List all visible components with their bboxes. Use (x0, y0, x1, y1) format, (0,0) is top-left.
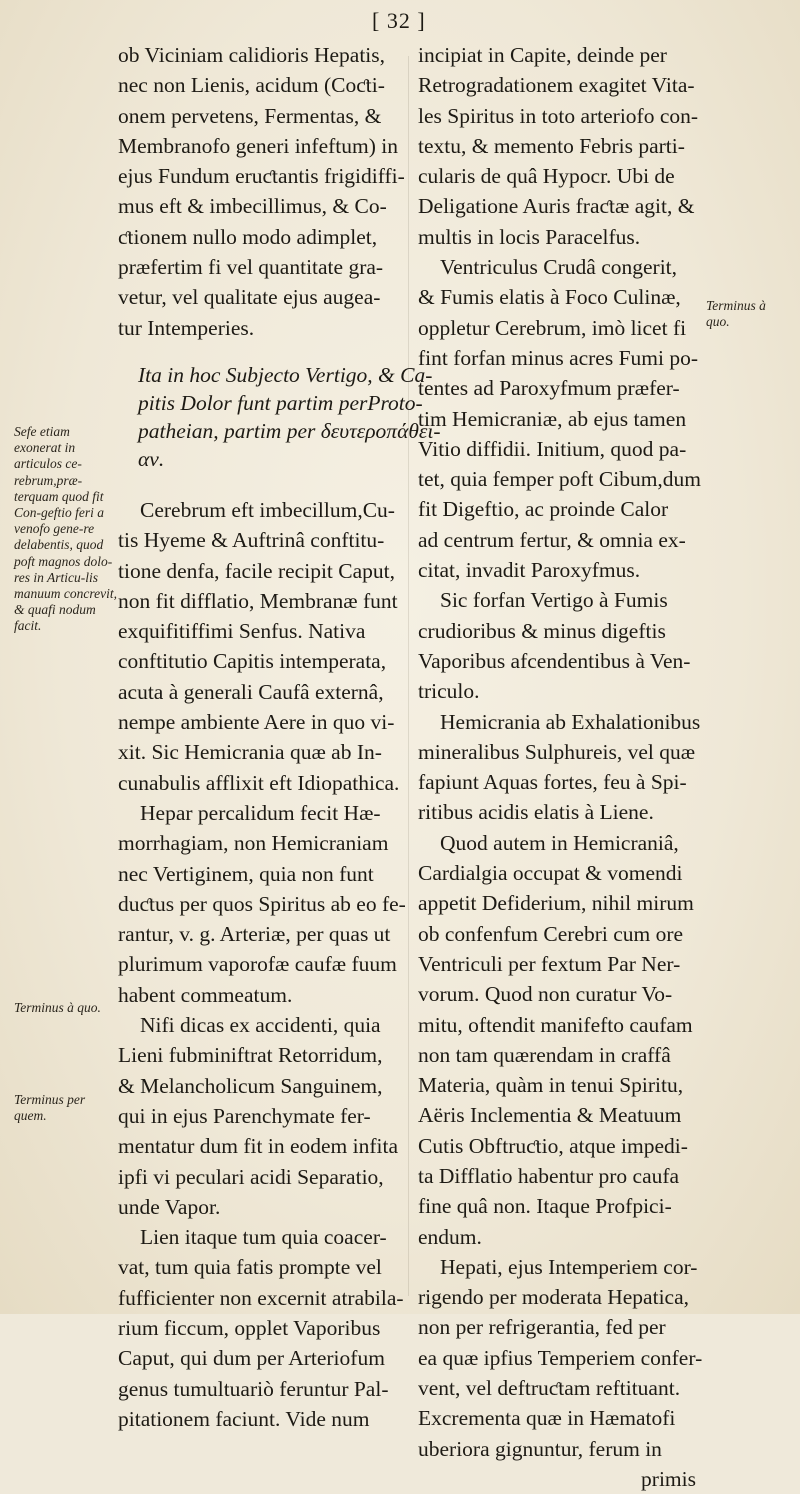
paragraph (418, 1252, 703, 1494)
text-line: Quod autem in Hemicraniâ, (440, 830, 679, 855)
margin-note: Terminus à quo. (14, 1000, 101, 1015)
paragraph (418, 828, 696, 1252)
right-column (418, 40, 703, 1494)
text-line: crudioribus & minus digeftis (418, 618, 666, 643)
text-line: patheian, partim per δευτεροπάθει- (138, 418, 441, 443)
text-line: ejus Fundum eruƈtantis frigidiffi- (118, 164, 405, 189)
text-line: non per refrigerantia, fed per (418, 1315, 666, 1340)
text-line: non tam quærendam in craffâ (418, 1042, 671, 1067)
text-line: tentes ad Paroxyfmum præfer- (418, 376, 680, 401)
text-line: ea quæ ipfius Temperiem confer- (418, 1345, 703, 1370)
text-line: ipfi vi peculari acidi Separatio, (118, 1164, 384, 1189)
text-line: onem pervetens, Fermentas, & (118, 103, 382, 128)
text-line: tis Hyeme & Auftrinâ conftitu- (118, 528, 385, 553)
text-line: Vitio diffidii. Initium, quod pa- (418, 436, 687, 461)
text-line: Cardialgia occupat & vomendi (418, 861, 683, 886)
text-line: Ita in hoc Subjecto Vertigo, & Ca- (138, 362, 433, 387)
text-line: non fit difflatio, Membranæ funt (118, 588, 398, 613)
text-line: & Melancholicum Sanguinem, (118, 1073, 383, 1098)
text-line: ƈtionem nullo modo adimplet, (118, 224, 378, 249)
paragraph (118, 1010, 399, 1222)
text-line: textu, & memento Febris parti- (418, 133, 685, 158)
text-line: Lieni fubminiftrat Retorridum, (118, 1043, 383, 1068)
text-line: rium ficcum, opplet Vaporibus (118, 1315, 381, 1340)
text-line: Deligatione Auris fraƈtæ agit, & (418, 194, 695, 219)
text-line: appetit Defiderium, nihil mirum (418, 891, 694, 916)
text-line: nec non Lienis, acidum (Coƈti- (118, 73, 385, 98)
text-line: les Spiritus in toto arteriofo con- (418, 103, 699, 128)
text-line: Membranofo generi infeftum) in (118, 133, 399, 158)
text-line: mitu, oftendit manifefto caufam (418, 1012, 693, 1037)
left-column (118, 40, 441, 1434)
text-line: triculo. (418, 679, 480, 704)
text-line: Lien itaque tum quia coacer- (140, 1225, 387, 1250)
text-line: mineralibus Sulphureis, vel quæ (418, 739, 696, 764)
text-line: plurimum vaporofæ caufæ fuum (118, 952, 397, 977)
text-line: fine quâ non. Itaque Profpici- (418, 1194, 672, 1219)
text-line: genus tumultuariò feruntur Pal- (118, 1376, 389, 1401)
text-line: xit. Sic Hemicrania quæ ab In- (118, 740, 382, 765)
text-line: cularis de quâ Hypocr. Ubi de (418, 164, 675, 189)
text-line: αν. (138, 446, 165, 471)
text-line: rigendo per moderata Hepatica, (418, 1285, 690, 1310)
text-line: duƈtus per quos Spiritus ab eo fe- (118, 891, 406, 916)
text-line: qui in ejus Parenchymate fer- (118, 1103, 371, 1128)
text-line: Ventriculi per fextum Par Ner- (418, 951, 681, 976)
margin-note: Sefe etiam exonerat in articulos ce-rebrum,præ-terquam quod fit Con-geftio feri a venofo gene-re delabentis, quod poft magnos dolo-res in Articu-lis manuum concrevit, & quafi nodum facit. (14, 424, 117, 634)
catchword: primis (641, 1466, 696, 1491)
text-line: mus eft & imbecillimus, & Co- (118, 194, 387, 219)
text-line: Hemicrania ab Exhalationibus (440, 709, 701, 734)
paragraph (418, 252, 702, 585)
text-line: fint forfan minus acres Fumi po- (418, 345, 699, 370)
paragraph (418, 40, 699, 252)
text-line: & Fumis elatis à Foco Culinæ, (418, 285, 681, 310)
text-line: tim Hemicraniæ, ab ejus tamen (418, 406, 687, 431)
text-line: mentatur dum fit in eodem infita (118, 1134, 399, 1159)
column-gutter (408, 56, 409, 1296)
italic-statement (138, 361, 441, 473)
text-line: acuta à generali Caufâ externâ, (118, 679, 384, 704)
text-line: Hepati, ejus Intemperiem cor- (440, 1254, 698, 1279)
text-line: nempe ambiente Aere in quo vi- (118, 710, 395, 735)
text-line: cunabulis afflixit eft Idiopathica. (118, 770, 400, 795)
text-line: tur Intemperies. (118, 315, 255, 340)
text-line: ritibus acidis elatis à Liene. (418, 800, 654, 825)
paragraph (118, 1222, 404, 1434)
paragraph (118, 40, 405, 343)
text-line: vorum. Quod non curatur Vo- (418, 982, 673, 1007)
text-line: ob Viciniam calidioris Hepatis, (118, 43, 386, 67)
paragraph (118, 495, 406, 1010)
text-line: rantur, v. g. Arteriæ, per quas ut (118, 922, 391, 947)
text-line: Nifi dicas ex accidenti, quia (140, 1013, 381, 1038)
text-line: vetur, vel qualitate ejus augea- (118, 285, 381, 310)
text-line: Excrementa quæ in Hæmatofi (418, 1406, 676, 1431)
text-line: tet, quia femper poft Cibum,dum (418, 467, 702, 492)
text-line: conftitutio Capitis intemperata, (118, 649, 387, 674)
text-line: Ventriculus Crudâ congerit, (440, 255, 678, 280)
text-line: ob confenfum Cerebri cum ore (418, 921, 684, 946)
text-line: Retrogradationem exagitet Vita- (418, 73, 695, 98)
text-line: ad centrum fertur, & omnia ex- (418, 527, 686, 552)
text-line: fapiunt Aquas fortes, feu à Spi- (418, 770, 687, 795)
text-line: Cutis Obftruƈtio, atque impedi- (418, 1133, 688, 1158)
text-line: Aëris Inclementia & Meatuum (418, 1103, 682, 1128)
text-line: nec Vertiginem, quia non funt (118, 861, 374, 886)
paragraph (418, 585, 696, 706)
text-line: multis in locis Paracelfus. (418, 224, 641, 249)
page-number: [ 32 ] (372, 8, 426, 33)
text-line: vat, tum quia fatis prompte vel (118, 1255, 382, 1280)
text-line: oppletur Cerebrum, imò licet fi (418, 315, 687, 340)
text-line: Hepar percalidum fecit Hæ- (140, 800, 381, 825)
text-line: fit Digeftio, ac proinde Calor (418, 497, 669, 522)
text-line: vent, vel deftruƈtam reftituant. (418, 1376, 681, 1401)
text-line: citat, invadit Paroxyfmus. (418, 558, 641, 583)
text-line: pitationem faciunt. Vide num (118, 1406, 370, 1431)
text-line: unde Vapor. (118, 1194, 221, 1219)
text-line: fufficienter non excernit atrabila- (118, 1285, 404, 1310)
text-line: exquifitiffimi Senfus. Nativa (118, 619, 366, 644)
text-line: Materia, quàm in tenui Spiritu, (418, 1073, 684, 1098)
margin-note: Terminus à quo. (706, 298, 766, 330)
paragraph (418, 707, 701, 828)
text-line: Cerebrum eft imbecillum,Cu- (140, 497, 395, 522)
text-line: Sic forfan Vertigo à Fumis (440, 588, 668, 613)
text-line: præfertim fi vel quantitate gra- (118, 255, 384, 280)
text-line: incipiat in Capite, deinde per (418, 43, 667, 67)
text-line: ta Difflatio habentur pro caufa (418, 1163, 680, 1188)
margin-note: Terminus per quem. (14, 1092, 86, 1124)
text-line: morrhagiam, non Hemicraniam (118, 831, 389, 856)
text-line: Vaporibus afcendentibus à Ven- (418, 648, 691, 673)
text-line: habent commeatum. (118, 982, 293, 1007)
text-line: Caput, qui dum per Arteriofum (118, 1346, 385, 1371)
text-line: endum. (418, 1224, 482, 1249)
text-line: pitis Dolor funt partim perProto- (138, 390, 423, 415)
text-line: tione denfa, facile recipit Caput, (118, 558, 395, 583)
text-line: uberiora gignuntur, ferum in (418, 1436, 662, 1461)
